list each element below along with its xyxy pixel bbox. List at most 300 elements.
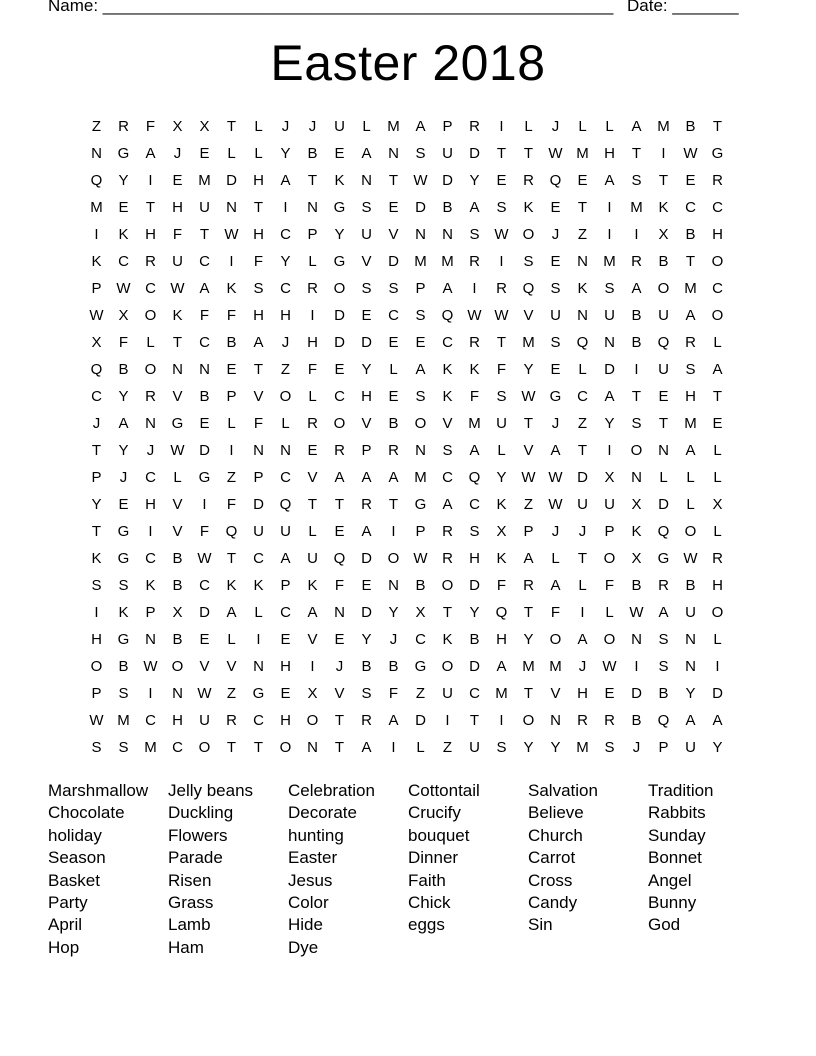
grid-letter: E — [334, 361, 345, 378]
grid-letter: A — [361, 523, 372, 540]
grid-letter: C — [334, 388, 345, 405]
grid-letter: F — [253, 253, 264, 270]
grid-letter: A — [415, 118, 426, 135]
grid-letter: I — [607, 199, 612, 216]
grid-letter: B — [658, 685, 669, 702]
grid-letter: I — [229, 442, 234, 459]
grid-letter: P — [361, 442, 372, 459]
grid-letter: U — [307, 550, 318, 567]
grid-letter: N — [172, 685, 183, 702]
grid-letter: P — [91, 469, 102, 486]
grid-letter: U — [172, 253, 183, 270]
grid-letter: T — [577, 442, 588, 459]
grid-letter: V — [334, 685, 345, 702]
word-bank-item: Dinner — [408, 848, 459, 868]
word-bank-item: Church — [528, 825, 583, 845]
grid-letter: O — [522, 712, 535, 729]
grid-letter: U — [685, 739, 696, 756]
grid-letter: R — [685, 334, 696, 351]
grid-letter: F — [604, 577, 615, 594]
grid-row — [83, 302, 731, 329]
grid-letter: J — [389, 631, 398, 648]
grid-letter: Y — [361, 631, 372, 648]
grid-letter: A — [280, 550, 291, 567]
grid-letter: T — [577, 199, 588, 216]
grid-letter: F — [550, 604, 561, 621]
word-bank-item: Tradition — [648, 781, 714, 800]
grid-letter: G — [117, 550, 130, 567]
grid-letter: N — [91, 145, 102, 162]
grid-letter: O — [657, 280, 670, 297]
grid-letter: Y — [523, 739, 534, 756]
grid-letter: P — [415, 280, 426, 297]
word-bank-item: Celebration — [288, 781, 375, 800]
grid-letter: T — [685, 253, 696, 270]
grid-letter: A — [307, 604, 318, 621]
word-bank-item: Rabbits — [648, 803, 706, 823]
grid-letter: R — [658, 577, 669, 594]
grid-letter: G — [414, 496, 427, 513]
grid-letter: M — [684, 280, 697, 297]
grid-letter: J — [281, 118, 290, 135]
grid-letter: C — [91, 388, 102, 405]
word-bank-item: Dye — [288, 937, 319, 957]
grid-letter: O — [306, 712, 319, 729]
grid-letter: D — [361, 334, 372, 351]
word-bank-item: Lamb — [168, 915, 211, 935]
grid-letter: E — [496, 172, 507, 189]
word-bank-item: Basket — [48, 870, 100, 890]
grid-letter: V — [388, 226, 399, 243]
grid-letter: Y — [280, 145, 291, 162]
grid-letter: C — [469, 685, 480, 702]
grid-letter: M — [576, 739, 589, 756]
word-bank-item: Cross — [528, 870, 573, 890]
grid-letter: W — [494, 307, 509, 324]
grid-letter: X — [199, 118, 210, 135]
grid-letter: P — [280, 577, 291, 594]
grid-letter: M — [198, 172, 211, 189]
grid-letter: S — [604, 739, 615, 756]
grid-letter: L — [605, 604, 614, 621]
grid-letter: X — [631, 550, 642, 567]
grid-letter: X — [172, 118, 183, 135]
grid-letter: D — [469, 658, 480, 675]
grid-letter: G — [657, 550, 670, 567]
grid-letter: P — [307, 226, 318, 243]
word-bank-item: April — [48, 915, 83, 935]
grid-letter: Y — [685, 685, 696, 702]
grid-letter: M — [90, 199, 103, 216]
grid-letter: L — [524, 118, 533, 135]
grid-letter: C — [442, 334, 453, 351]
grid-letter: K — [118, 226, 129, 243]
grid-letter: V — [172, 388, 183, 405]
grid-letter: E — [172, 172, 183, 189]
grid-letter: P — [91, 685, 102, 702]
word-bank-item: bouquet — [408, 825, 470, 845]
grid-letter: I — [607, 226, 612, 243]
grid-letter: U — [199, 712, 210, 729]
grid-letter: D — [631, 685, 642, 702]
grid-letter: I — [661, 145, 666, 162]
grid-letter: Y — [361, 361, 372, 378]
grid-letter: T — [253, 199, 264, 216]
grid-letter: N — [307, 739, 318, 756]
grid-letter: W — [548, 469, 563, 486]
grid-letter: Y — [280, 253, 291, 270]
grid-letter: Q — [495, 604, 508, 621]
grid-letter: D — [469, 145, 480, 162]
grid-letter: G — [333, 199, 346, 216]
grid-letter: B — [631, 712, 642, 729]
grid-letter: W — [683, 550, 698, 567]
grid-letter: E — [604, 685, 615, 702]
grid-letter: R — [469, 253, 480, 270]
word-bank-column — [648, 780, 768, 959]
grid-letter: U — [442, 685, 453, 702]
grid-letter: F — [226, 496, 237, 513]
grid-letter: I — [499, 253, 504, 270]
grid-letter: L — [308, 388, 317, 405]
grid-letter: J — [173, 145, 182, 162]
grid-letter: C — [253, 712, 264, 729]
grid-letter: V — [172, 496, 183, 513]
grid-letter: N — [631, 631, 642, 648]
grid-letter: E — [658, 388, 669, 405]
grid-letter: I — [310, 307, 315, 324]
grid-letter: G — [117, 145, 130, 162]
word-bank-column — [408, 780, 528, 959]
grid-letter: V — [523, 442, 534, 459]
grid-letter: A — [361, 739, 372, 756]
grid-letter: G — [171, 415, 184, 432]
grid-letter: F — [307, 361, 318, 378]
grid-letter: W — [89, 712, 104, 729]
grid-letter: N — [307, 199, 318, 216]
grid-letter: N — [388, 145, 399, 162]
grid-letter: U — [550, 307, 561, 324]
grid-letter: G — [117, 523, 130, 540]
grid-letter: N — [604, 334, 615, 351]
grid-letter: H — [496, 631, 507, 648]
grid-letter: I — [607, 442, 612, 459]
grid-letter: L — [713, 523, 722, 540]
grid-letter: T — [334, 496, 345, 513]
grid-letter: B — [388, 658, 399, 675]
word-bank-item: eggs — [408, 915, 445, 935]
grid-letter: B — [172, 550, 183, 567]
grid-letter: A — [685, 442, 696, 459]
grid-row — [83, 167, 731, 194]
grid-letter: K — [442, 631, 453, 648]
grid-letter: I — [202, 496, 207, 513]
grid-letter: S — [415, 307, 426, 324]
grid-letter: T — [145, 199, 156, 216]
grid-letter: A — [631, 280, 642, 297]
grid-letter: B — [631, 307, 642, 324]
grid-letter: W — [116, 280, 131, 297]
grid-letter: K — [496, 496, 507, 513]
grid-letter: M — [495, 685, 508, 702]
grid-letter: T — [226, 118, 237, 135]
grid-letter: B — [118, 361, 129, 378]
grid-letter: K — [442, 388, 453, 405]
grid-letter: T — [388, 496, 399, 513]
grid-letter: T — [253, 739, 264, 756]
grid-letter: P — [604, 523, 615, 540]
grid-letter: Z — [442, 739, 453, 756]
word-bank-item: Easter — [288, 848, 338, 868]
grid-letter: S — [496, 739, 507, 756]
grid-letter: E — [280, 685, 291, 702]
grid-letter: Q — [549, 172, 562, 189]
grid-letter: A — [685, 712, 696, 729]
grid-letter: L — [308, 253, 317, 270]
grid-letter: N — [685, 631, 696, 648]
grid-letter: X — [496, 523, 507, 540]
grid-letter: T — [91, 523, 102, 540]
grid-letter: O — [711, 307, 724, 324]
grid-letter: S — [496, 388, 507, 405]
word-bank-item: Cottontail — [408, 781, 480, 800]
grid-letter: K — [145, 577, 156, 594]
grid-letter: L — [497, 442, 506, 459]
grid-letter: H — [253, 307, 264, 324]
grid-letter: Z — [577, 415, 588, 432]
grid-letter: T — [91, 442, 102, 459]
grid-letter: T — [334, 739, 345, 756]
grid-letter: D — [604, 361, 615, 378]
grid-letter: S — [631, 172, 642, 189]
grid-letter: E — [199, 145, 210, 162]
grid-letter: S — [361, 280, 372, 297]
grid-letter: W — [413, 550, 428, 567]
grid-letter: K — [631, 523, 642, 540]
grid-letter: G — [333, 253, 346, 270]
grid-letter: M — [549, 658, 562, 675]
grid-letter: X — [172, 604, 183, 621]
grid-letter: I — [445, 712, 450, 729]
grid-letter: P — [145, 604, 156, 621]
grid-letter: S — [118, 577, 129, 594]
grid-letter: A — [550, 442, 561, 459]
grid-letter: H — [172, 712, 183, 729]
grid-letter: E — [388, 334, 399, 351]
word-bank-item: Ham — [168, 937, 204, 957]
grid-letter: A — [253, 334, 264, 351]
grid-letter: F — [145, 118, 156, 135]
grid-row — [83, 653, 731, 680]
grid-letter: M — [387, 118, 400, 135]
word-bank-item: Grass — [168, 892, 214, 912]
word-search-grid — [83, 113, 731, 761]
grid-letter: D — [199, 604, 210, 621]
grid-letter: S — [469, 523, 480, 540]
word-bank-item: Risen — [168, 870, 212, 890]
grid-row — [83, 140, 731, 167]
grid-letter: N — [388, 577, 399, 594]
grid-letter: P — [253, 469, 264, 486]
grid-letter: F — [199, 307, 210, 324]
grid-letter: C — [685, 199, 696, 216]
grid-letter: O — [279, 739, 292, 756]
grid-letter: W — [602, 658, 617, 675]
grid-letter: Z — [523, 496, 534, 513]
word-bank-item: Season — [48, 848, 106, 868]
grid-letter: S — [469, 226, 480, 243]
word-bank-column — [288, 780, 408, 959]
grid-letter: K — [523, 199, 534, 216]
grid-letter: V — [172, 523, 183, 540]
grid-letter: H — [253, 172, 264, 189]
grid-letter: C — [145, 550, 156, 567]
grid-letter: F — [172, 226, 183, 243]
grid-letter: C — [145, 712, 156, 729]
grid-letter: N — [253, 442, 264, 459]
grid-letter: I — [634, 361, 639, 378]
grid-letter: M — [576, 145, 589, 162]
grid-letter: A — [226, 604, 237, 621]
grid-letter: Z — [91, 118, 102, 135]
grid-letter: R — [145, 253, 156, 270]
grid-letter: K — [577, 280, 588, 297]
grid-letter: T — [712, 118, 723, 135]
grid-letter: H — [361, 388, 372, 405]
grid-letter: R — [226, 712, 237, 729]
grid-letter: H — [307, 334, 318, 351]
grid-letter: T — [523, 145, 534, 162]
grid-letter: L — [308, 523, 317, 540]
grid-letter: E — [712, 415, 723, 432]
grid-letter: A — [604, 172, 615, 189]
grid-letter: A — [361, 469, 372, 486]
grid-letter: M — [657, 118, 670, 135]
grid-letter: C — [280, 280, 291, 297]
grid-letter: C — [199, 253, 210, 270]
grid-letter: N — [658, 442, 669, 459]
grid-letter: K — [91, 253, 102, 270]
grid-letter: R — [604, 712, 615, 729]
grid-letter: O — [198, 739, 211, 756]
grid-letter: P — [415, 523, 426, 540]
grid-letter: V — [442, 415, 453, 432]
grid-letter: R — [388, 442, 399, 459]
grid-letter: R — [469, 118, 480, 135]
grid-letter: H — [145, 226, 156, 243]
grid-letter: O — [333, 280, 346, 297]
grid-row — [83, 707, 731, 734]
grid-letter: E — [550, 253, 561, 270]
grid-letter: G — [252, 685, 265, 702]
grid-letter: C — [118, 253, 129, 270]
grid-letter: X — [604, 469, 615, 486]
grid-letter: O — [441, 577, 454, 594]
grid-letter: V — [199, 658, 210, 675]
grid-letter: N — [145, 631, 156, 648]
grid-letter: E — [388, 199, 399, 216]
grid-letter: R — [145, 388, 156, 405]
grid-letter: L — [227, 631, 236, 648]
grid-letter: Q — [657, 523, 670, 540]
grid-letter: A — [496, 658, 507, 675]
grid-letter: C — [469, 496, 480, 513]
grid-letter: R — [118, 118, 129, 135]
word-bank-item: Marshmallow — [48, 781, 149, 800]
grid-letter: Q — [657, 334, 670, 351]
grid-letter: C — [712, 199, 723, 216]
grid-letter: L — [227, 415, 236, 432]
word-bank-item: Carrot — [528, 848, 576, 868]
grid-letter: L — [713, 334, 722, 351]
grid-letter: H — [712, 577, 723, 594]
grid-letter: E — [118, 199, 129, 216]
grid-row — [83, 599, 731, 626]
grid-letter: K — [496, 550, 507, 567]
grid-letter: C — [199, 334, 210, 351]
grid-letter: W — [521, 388, 536, 405]
grid-letter: B — [172, 631, 183, 648]
grid-letter: J — [551, 226, 560, 243]
grid-letter: J — [632, 739, 641, 756]
grid-letter: W — [170, 442, 185, 459]
grid-letter: O — [603, 550, 616, 567]
word-bank-item: Chocolate — [48, 803, 125, 823]
grid-row — [83, 275, 731, 302]
grid-letter: Z — [226, 685, 237, 702]
grid-letter: P — [658, 739, 669, 756]
grid-letter: A — [361, 145, 372, 162]
grid-letter: T — [712, 388, 723, 405]
grid-letter: E — [361, 307, 372, 324]
grid-letter: E — [334, 145, 345, 162]
grid-letter: P — [523, 523, 534, 540]
grid-letter: A — [550, 577, 561, 594]
grid-letter: A — [469, 442, 480, 459]
grid-letter: T — [496, 334, 507, 351]
grid-letter: N — [253, 658, 264, 675]
word-bank-item: Jesus — [288, 870, 333, 890]
grid-letter: Y — [334, 226, 345, 243]
grid-letter: O — [684, 523, 697, 540]
grid-letter: E — [685, 172, 696, 189]
grid-letter: L — [281, 415, 290, 432]
grid-letter: R — [361, 496, 372, 513]
grid-letter: C — [145, 469, 156, 486]
grid-letter: E — [280, 631, 291, 648]
grid-letter: A — [442, 496, 453, 513]
grid-letter: C — [253, 550, 264, 567]
grid-letter: B — [199, 388, 210, 405]
grid-letter: O — [441, 658, 454, 675]
grid-letter: M — [441, 253, 454, 270]
grid-letter: L — [578, 118, 587, 135]
grid-letter: Y — [118, 172, 129, 189]
grid-letter: T — [307, 496, 318, 513]
grid-letter: T — [631, 388, 642, 405]
page-title: Easter 2018 — [270, 35, 546, 91]
grid-letter: S — [442, 442, 453, 459]
grid-letter: Q — [441, 307, 454, 324]
grid-letter: W — [521, 469, 536, 486]
grid-letter: E — [388, 388, 399, 405]
grid-letter: D — [415, 712, 426, 729]
word-bank-item: Bunny — [648, 892, 697, 912]
grid-letter: K — [118, 604, 129, 621]
grid-letter: J — [578, 523, 587, 540]
grid-letter: Q — [90, 361, 103, 378]
grid-letter: O — [603, 631, 616, 648]
